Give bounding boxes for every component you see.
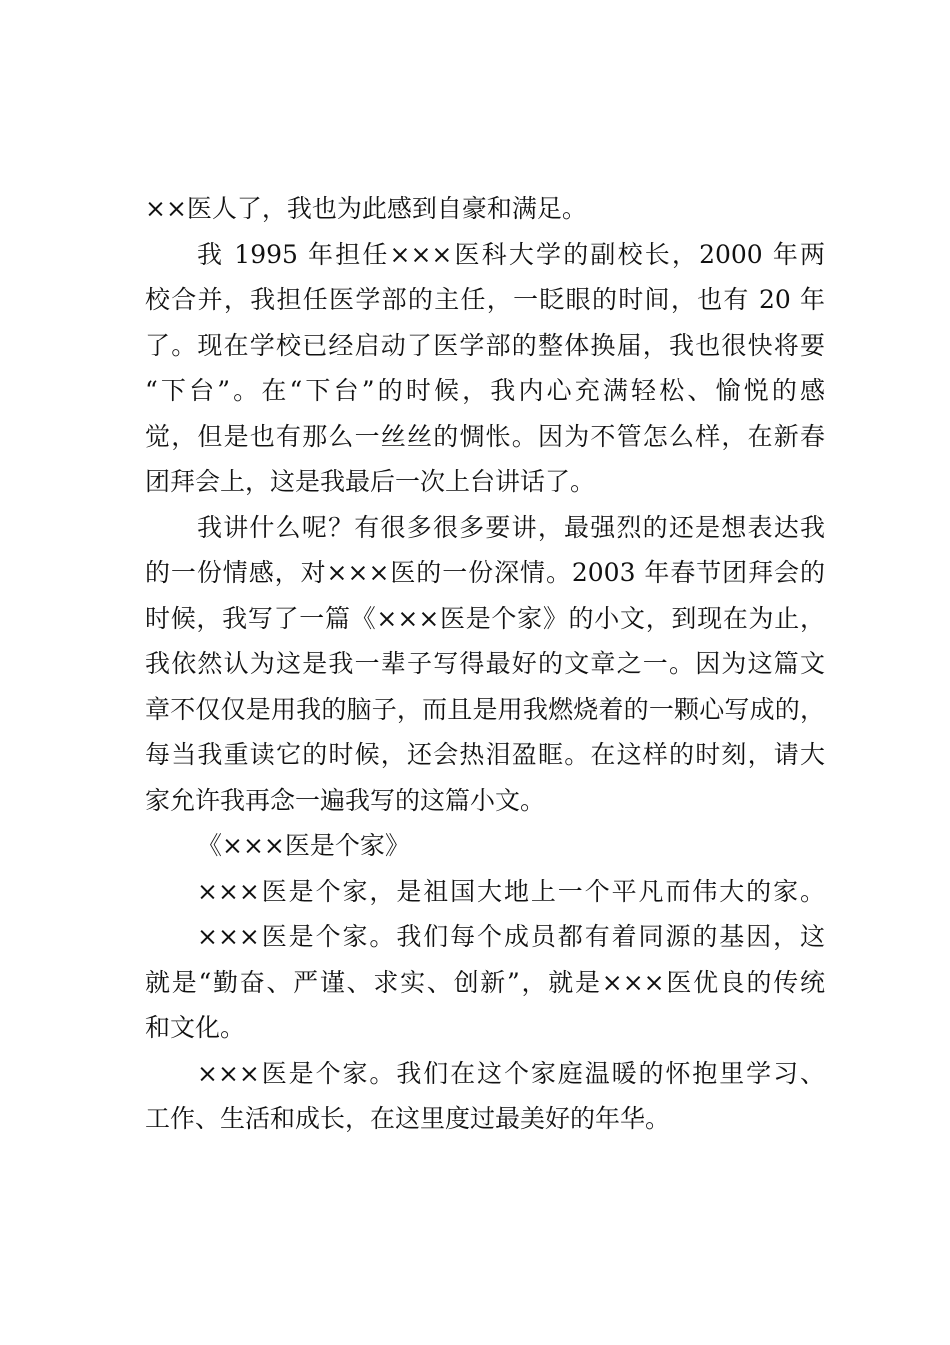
text-line: 我 1995 年担任×××医科大学的副校长，2000 年两 xyxy=(197,239,825,269)
text-line: 校合并，我担任医学部的主任，一眨眼的时间，也有 20 年 xyxy=(145,285,825,314)
text-line: 每当我重读它的时候，还会热泪盈眶。在这样的时刻，请大 xyxy=(145,740,825,769)
text-line: ×××医是个家。我们每个成员都有着同源的基因，这 xyxy=(197,922,825,951)
text-line: 就是“勤奋、严谨、求实、创新”，就是×××医优良的传统 xyxy=(145,967,825,997)
text-line: ×××医是个家。我们在这个家庭温暖的怀抱里学习、 xyxy=(197,1058,825,1088)
text-line: 了。现在学校已经启动了医学部的整体换届，我也很快将要 xyxy=(145,330,825,360)
text-line: 和文化。 xyxy=(145,1013,246,1042)
text-line: 《×××医是个家》 xyxy=(197,831,410,860)
text-line: 的一份情感，对×××医的一份深情。2003 年春节团拜会的 xyxy=(145,558,825,587)
text-line: 家允许我再念一遍我写的这篇小文。 xyxy=(145,785,546,815)
text-line: 章不仅仅是用我的脑子，而且是用我燃烧着的一颗心写成的， xyxy=(145,694,825,724)
text-line: 团拜会上，这是我最后一次上台讲话了。 xyxy=(145,467,596,496)
text-line: 觉，但是也有那么一丝丝的惆怅。因为不管怎么样，在新春 xyxy=(145,421,825,451)
text-line: 我讲什么呢？有很多很多要讲，最强烈的还是想表达我 xyxy=(197,512,825,542)
text-line: 时候，我写了一篇《×××医是个家》的小文，到现在为止， xyxy=(145,603,825,633)
text-line: 工作、生活和成长，在这里度过最美好的年华。 xyxy=(145,1104,671,1133)
text-line: ××医人了，我也为此感到自豪和满足。 xyxy=(145,194,587,223)
text-line: ×××医是个家，是祖国大地上一个平凡而伟大的家。 xyxy=(197,876,825,906)
document-body xyxy=(145,186,825,1142)
text-line: 我依然认为这是我一辈子写得最好的文章之一。因为这篇文 xyxy=(145,649,825,678)
text-line: “下台”。在“下台”的时候，我内心充满轻松、愉悦的感 xyxy=(145,376,825,405)
